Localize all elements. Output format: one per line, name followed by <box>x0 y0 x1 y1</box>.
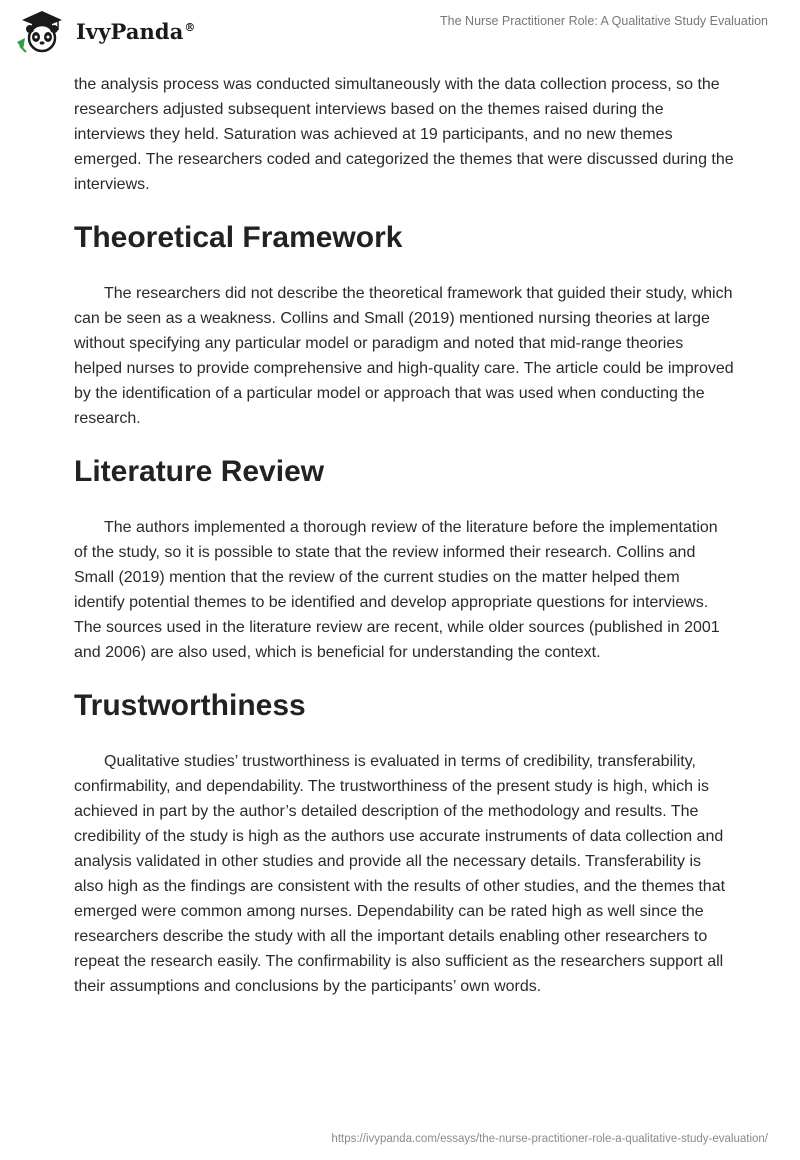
section-paragraph-trustworthiness: Qualitative studies’ trustworthiness is evaluated in terms of credibility, transferability, confirmability, and dependability. The trustworthiness of the present study is high, which is achieved in part by the author’s detailed description of the methodology and results. The credibility of the study is high as the authors use accurate instruments of data collection and analysis validated in other studies and provide all the necessary details. Transferability is also high as the findings are consistent with the results of other studies, and the themes that emerged were common among nurses. Dependability can be rated high as well since the researchers describe the study with all the important details enabling other researchers to repeat the research easily. The confirmability is also sufficient as the researchers support all their assumptions and conclusions by the participants’ own words. <box>74 753 726 995</box>
ivypanda-logo[interactable] <box>14 8 196 54</box>
source-url[interactable]: https://ivypanda.com/essays/the-nurse-practitioner-role-a-qualitative-study-evaluation/ <box>331 1133 768 1145</box>
document-title: The Nurse Practitioner Role: A Qualitative Study Evaluation <box>440 14 768 28</box>
page-header <box>0 0 800 66</box>
registered-mark: ® <box>184 20 196 34</box>
section-paragraph-theoretical-framework: The researchers did not describe the theoretical framework that guided their study, which can be seen as a weakness. Collins and Small (2019) mentioned nursing theories at large without specifying any particular model or paradigm and noted that mid-range theories helped nurses to provide comprehensive and high-quality care. The article could be improved by the identification of a particular model or approach that was used when conducting the research. <box>74 285 734 427</box>
section-heading-trustworthiness: Trustworthiness <box>74 689 306 722</box>
panda-graduation-cap-icon <box>14 8 70 54</box>
section-heading-theoretical-framework: Theoretical Framework <box>74 221 403 254</box>
essay-content <box>74 72 734 999</box>
intro-paragraph: the analysis process was conducted simultaneously with the data collection process, so the researchers adjusted subsequent interviews based on the themes raised during the interviews they held. Saturation was achieved at 19 participants, and no new themes emerged. The researchers coded and categorized the themes that were discussed during the interviews. <box>74 76 734 193</box>
section-heading-literature-review: Literature Review <box>74 455 325 488</box>
brand-name: IvyPanda® <box>76 18 196 44</box>
section-paragraph-literature-review: The authors implemented a thorough review of the literature before the implementation of the study, so it is possible to state that the review informed their research. Collins and Small (2019) mention that the review of the current studies on the matter helped them identify potential themes to be identified and develop appropriate questions for interviews. The sources used in the literature review are recent, while older sources (published in 2001 and 2006) are also used, which is beneficial for understanding the context. <box>74 519 720 661</box>
